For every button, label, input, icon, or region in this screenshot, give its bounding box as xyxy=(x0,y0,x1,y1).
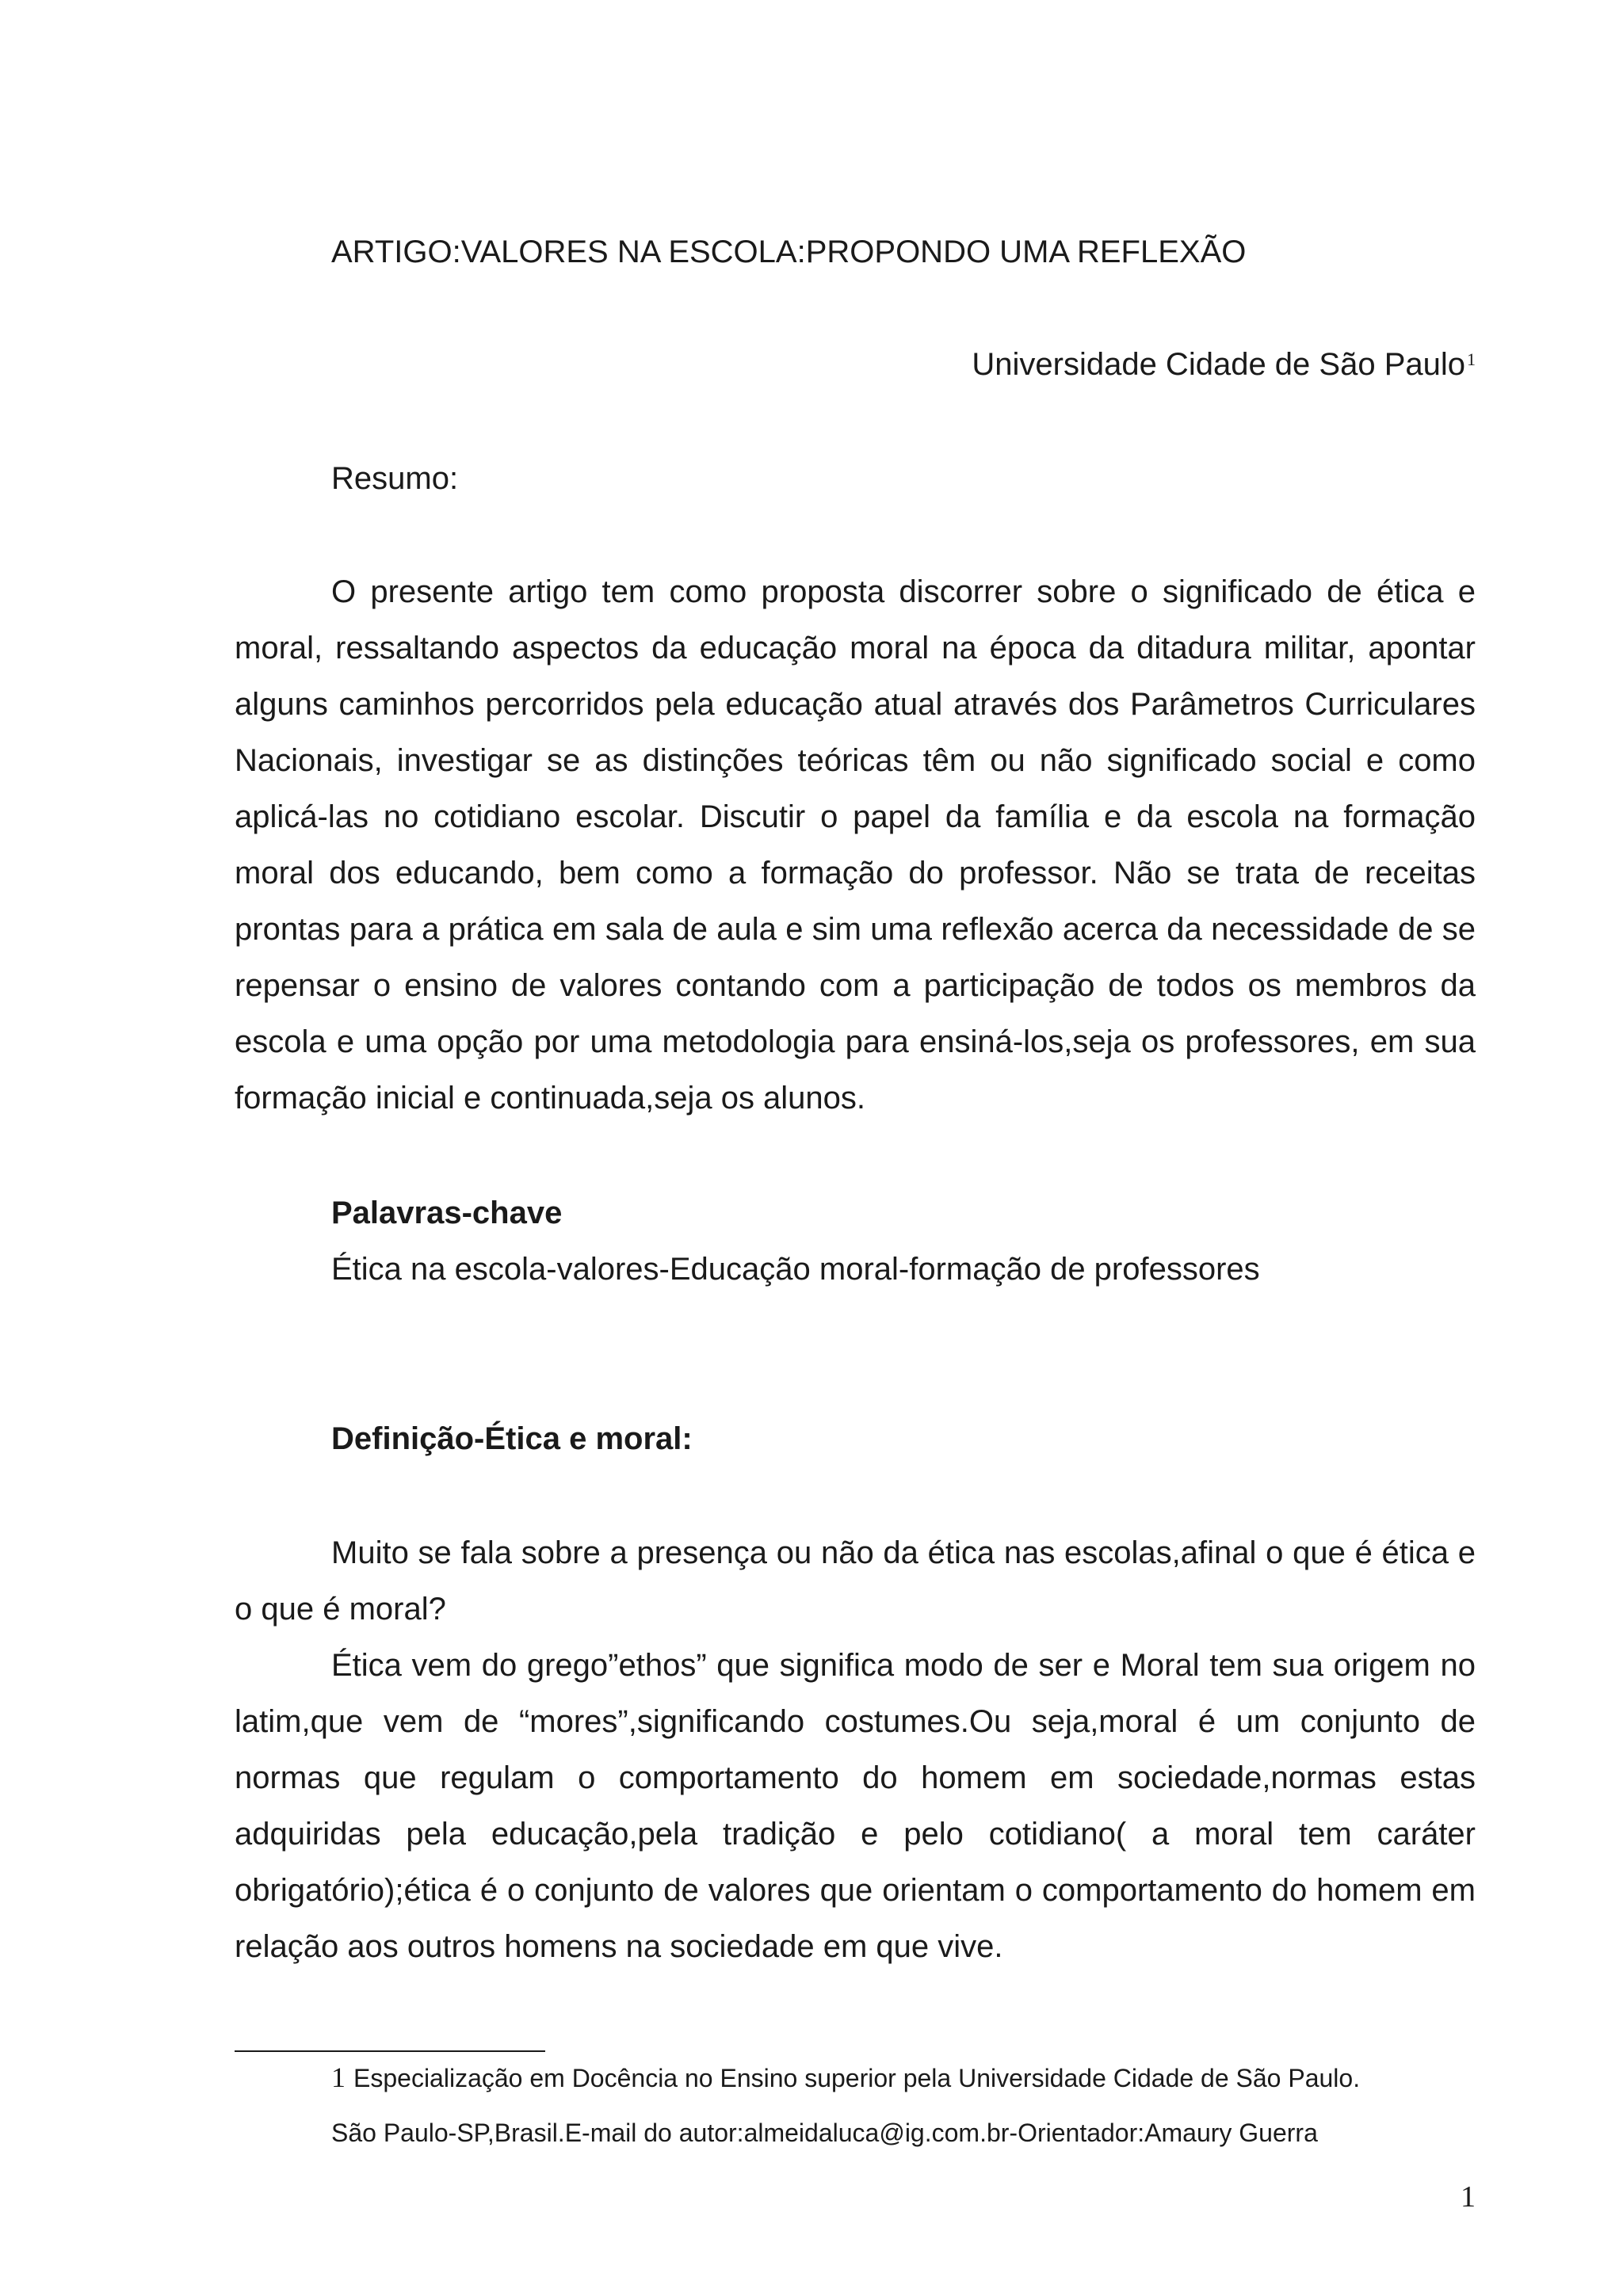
keywords-heading: Palavras-chave xyxy=(331,1196,563,1230)
footnote-text-1: Especialização em Docência no Ensino superior pela Universidade Cidade de São Paulo. xyxy=(353,2064,1361,2092)
page-number: 1 xyxy=(1461,2180,1476,2214)
abstract-paragraph: O presente artigo tem como proposta discorrer sobre o significado de ética e moral, ressaltando aspectos da educação moral na época da ditadura militar, apontar alguns caminhos percorridos pela educação atual através dos Parâmetros Curriculares Nacionais, investigar se as distinções teóricas têm ou não significado social e como aplicá-las no cotidiano escolar. Discutir o papel da família e da escola na formação moral dos educando, bem como a formação do professor. Não se trata de receitas prontas para a prática em sala de aula e sim uma reflexão acerca da necessidade de se repensar o ensino de valores contando com a participação de todos os membros da escola e uma opção por uma metodologia para ensiná-los,seja os professores, em sua formação inicial e continuada,seja os alunos. xyxy=(235,574,1476,1116)
footnote-line-1 xyxy=(331,2060,1360,2096)
footnote-separator xyxy=(235,2050,545,2052)
author-affiliation xyxy=(972,342,1476,387)
abstract-label: Resumo: xyxy=(331,461,459,496)
body-paragraph-1: Muito se fala sobre a presença ou não da ética nas escolas,afinal o que é ética e o que é moral? xyxy=(235,1535,1476,1627)
affiliation-text: Universidade Cidade de São Paulo xyxy=(972,347,1465,382)
footnote-reference: 1 xyxy=(1467,349,1476,369)
section-heading: Definição-Ética e moral: xyxy=(331,1421,693,1456)
footnote-line-2: São Paulo-SP,Brasil.E-mail do autor:almeidaluca@ig.com.br-Orientador:Amaury Guerra xyxy=(331,2119,1318,2147)
body-paragraph-2: Ética vem do grego”ethos” que significa modo de ser e Moral tem sua origem no latim,que vem de “mores”,significando costumes.Ou seja,moral é um conjunto de normas que regulam o comportamento do homem em sociedade,normas estas adquiridas pela educação,pela tradição e pelo cotidiano( a moral tem caráter obrigatório);ética é o conjunto de valores que orientam o comportamento do homem em relação aos outros homens na sociedade em que vive. xyxy=(235,1648,1476,1964)
footnote-number: 1 xyxy=(331,2061,346,2093)
article-title: ARTIGO:VALORES NA ESCOLA:PROPONDO UMA REFLEXÃO xyxy=(331,235,1247,269)
keywords-text: Ética na escola-valores-Educação moral-formação de professores xyxy=(331,1252,1260,1287)
